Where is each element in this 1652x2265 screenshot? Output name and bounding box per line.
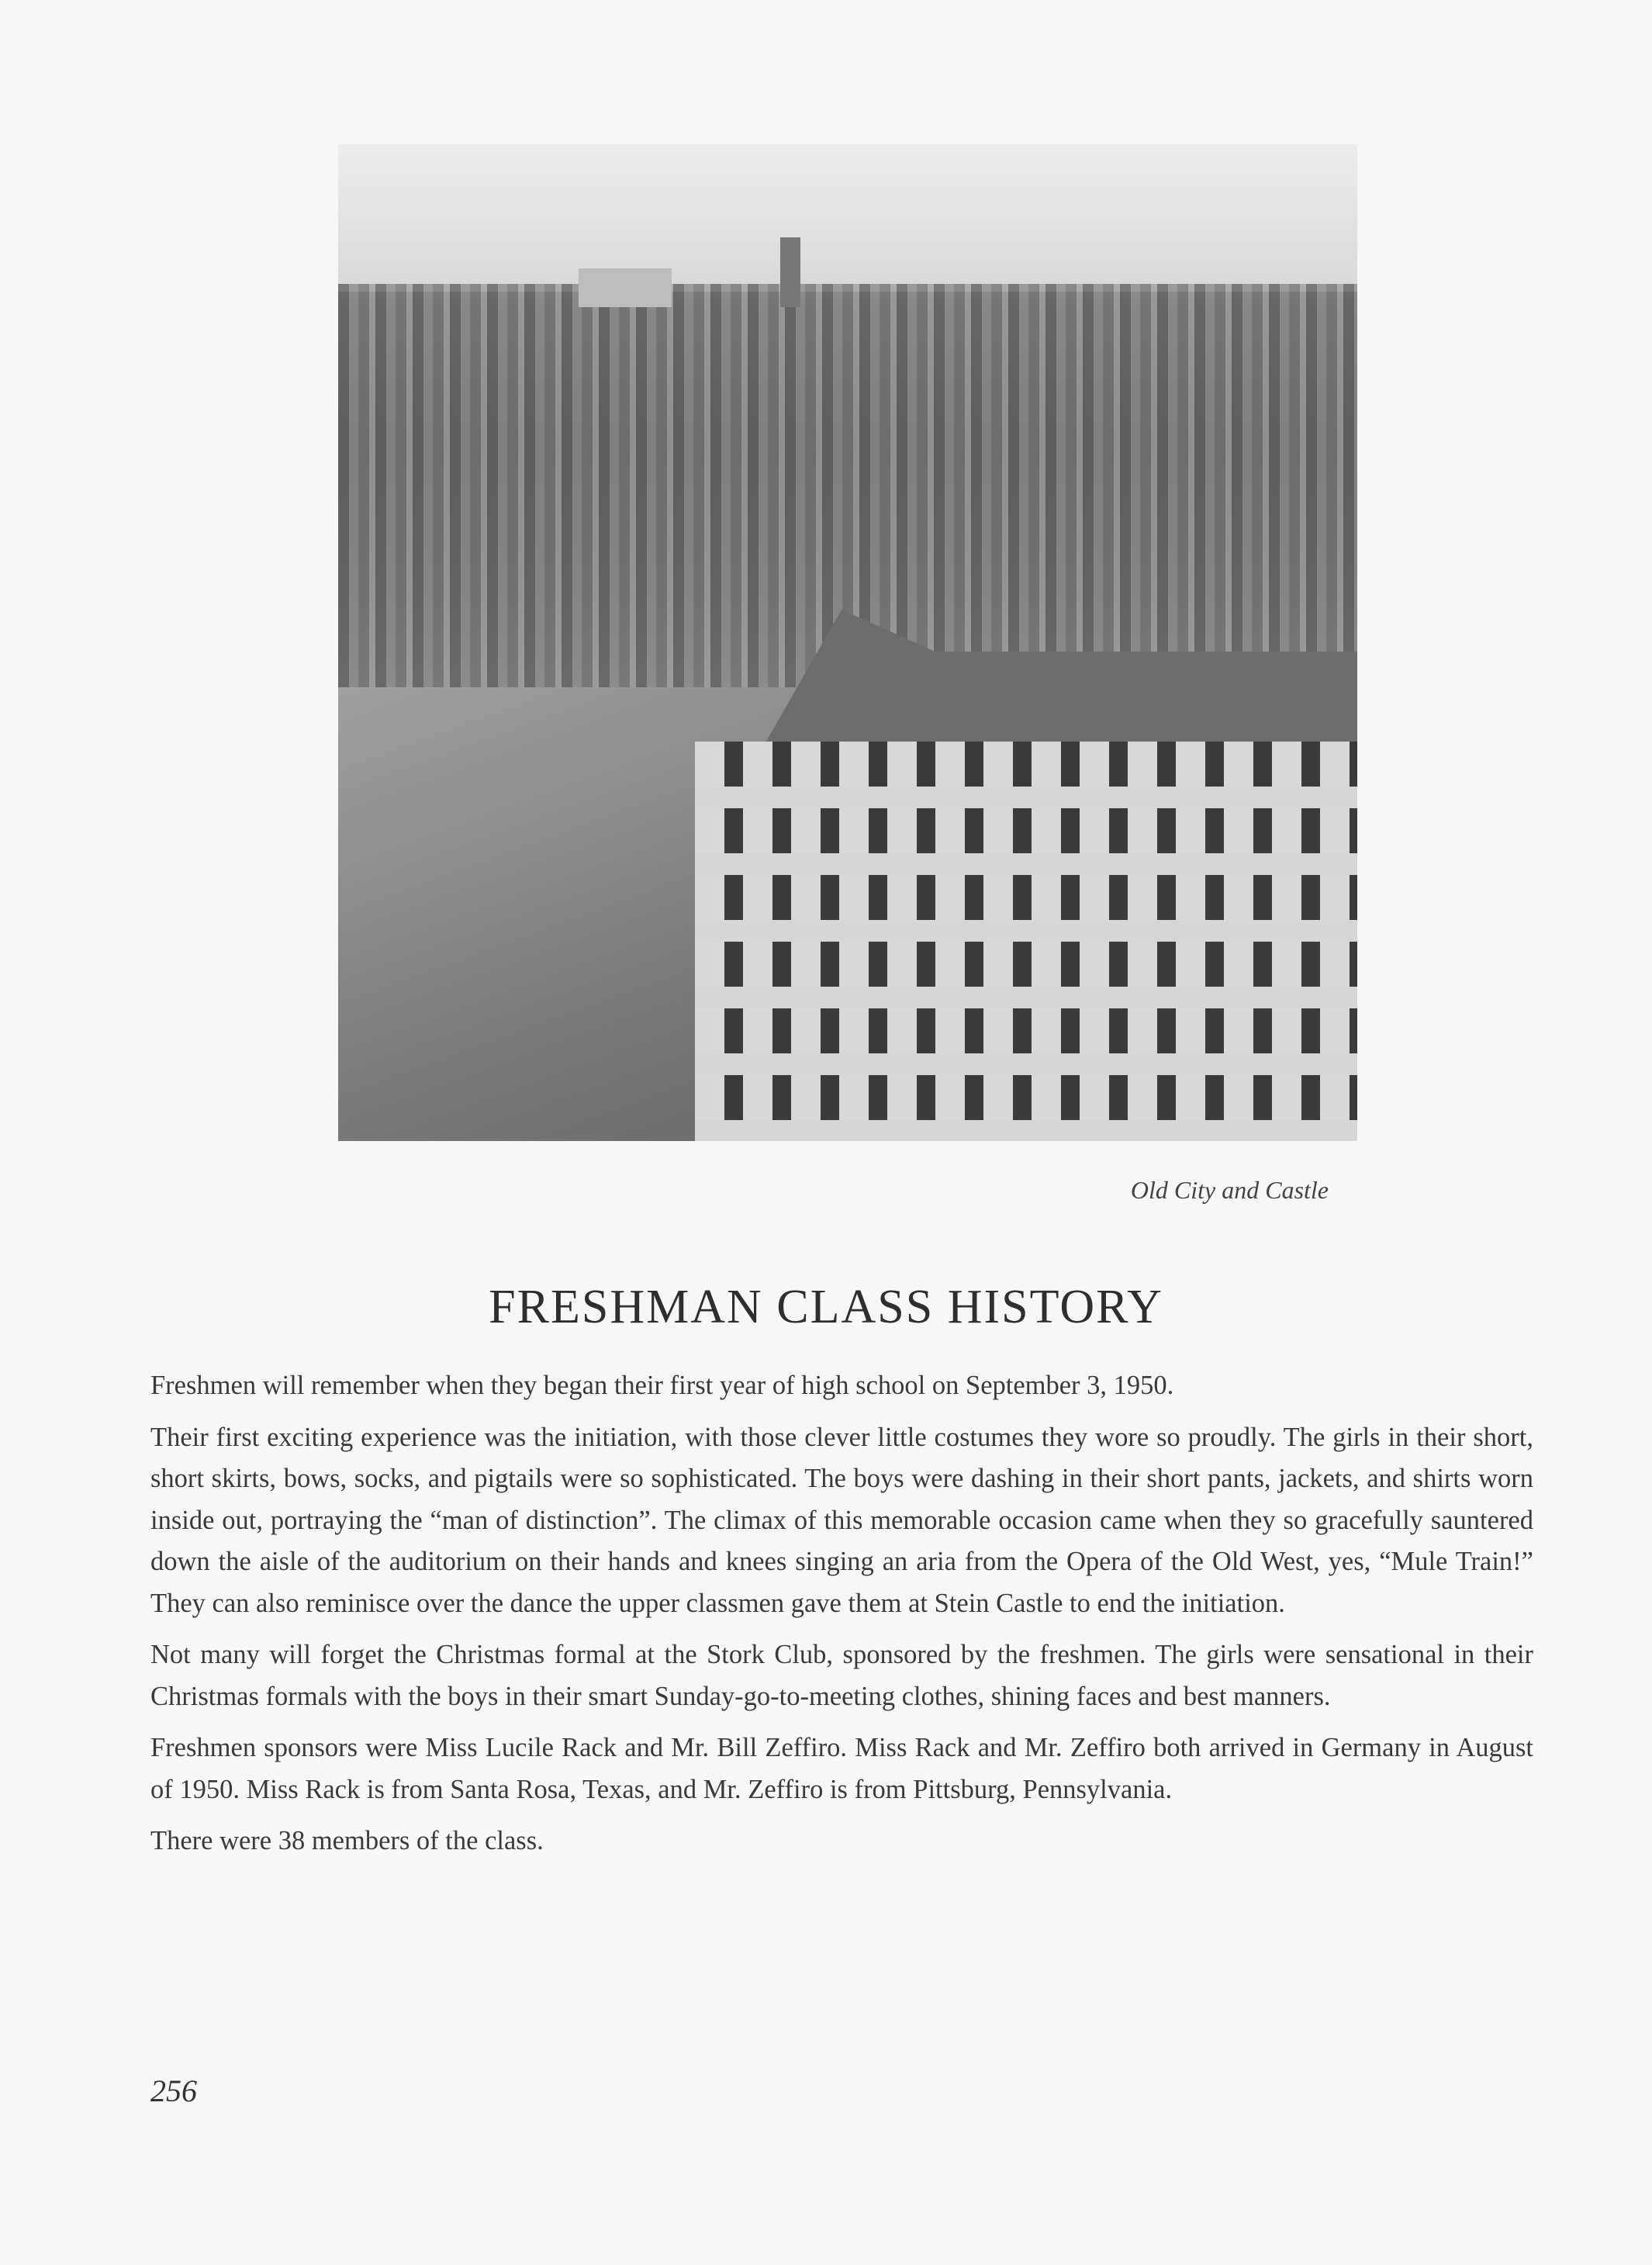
- page-number: 256: [150, 2073, 197, 2108]
- paragraph: There were 38 members of the class.: [150, 1826, 544, 1855]
- paragraph: Freshmen sponsors were Miss Lucile Rack and Mr. Bill Zeffiro. Miss Rack and Mr. Zeffiro both arrived in Germany in August of 1950. Miss Rack is from Santa Rosa, Texas, and Mr. Zeffiro is from Pittsburg, Pennsylvania.: [150, 1733, 1533, 1804]
- paragraph: Their first exciting experience was the initiation, with those clever little costumes they wore so proudly. The girls in their short, short skirts, bows, socks, and pigtails were so sophisticated. The boys were dashing in their short pants, jackets, and shirts worn inside out, portraying the “man of distinction”. The climax of this memorable occasion came when they so gracefully sauntered down the aisle of the auditorium on their hands and knees singing an aria from the Opera of the Old West, yes, “Mule Train!” They can also reminisce over the dance the upper classmen gave them at Stein Castle to end the initiation.: [150, 1422, 1533, 1618]
- photo-castle: [579, 268, 672, 307]
- photo-building: [695, 742, 1357, 1141]
- article-body: [150, 1365, 1533, 1873]
- photo-caption: Old City and Castle: [1130, 1176, 1329, 1204]
- paragraph: Not many will forget the Christmas formal at the Stork Club, sponsored by the freshmen. The girls were sensational in their Christmas formals with the boys in their smart Sunday-go-to-meeting clothes, shining faces and best manners.: [150, 1640, 1533, 1711]
- old-city-photo: [338, 144, 1357, 1141]
- page-title: FRESHMAN CLASS HISTORY: [489, 1281, 1163, 1333]
- photo-sky: [338, 144, 1357, 292]
- paragraph: Freshmen will remember when they began their first year of high school on September 3, 1950.: [150, 1371, 1174, 1400]
- photo-tower: [780, 237, 800, 307]
